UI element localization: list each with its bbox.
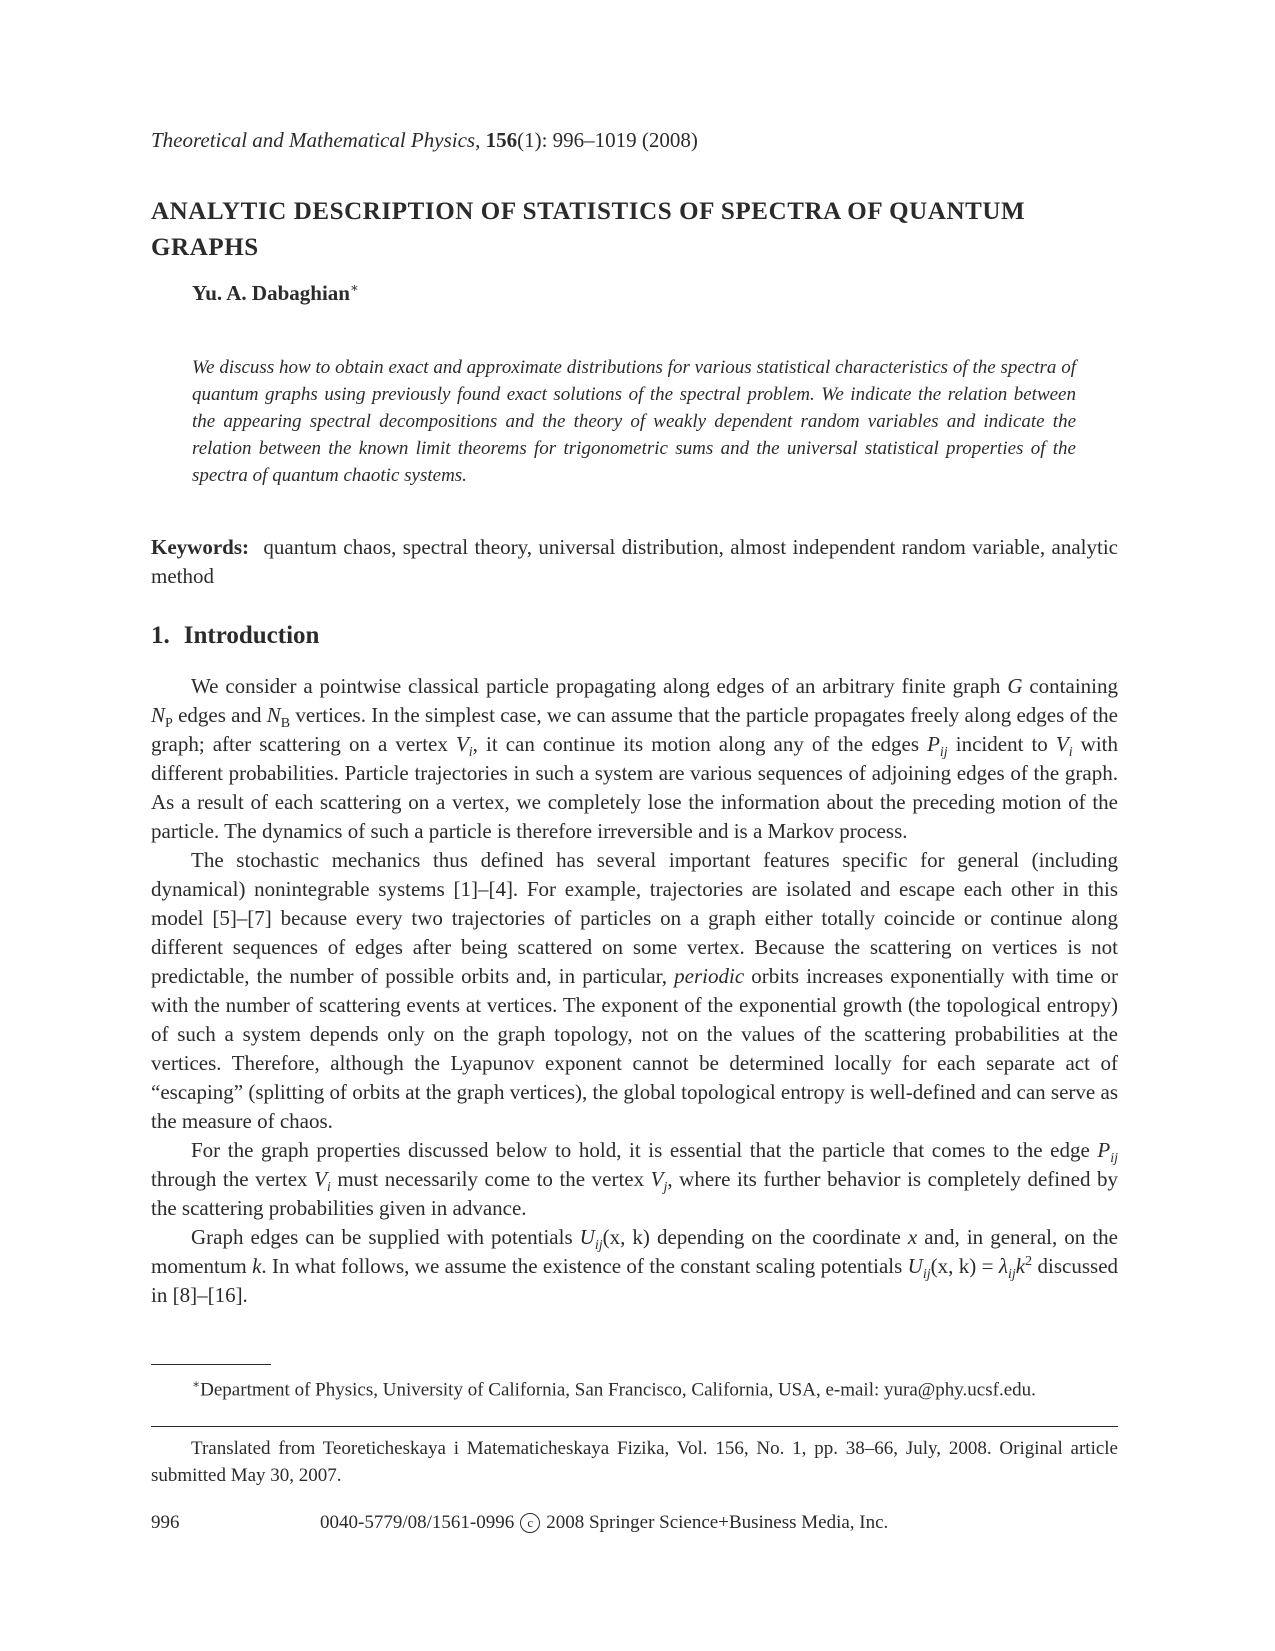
text-run: We consider a pointwise classical particle propagating along edges of an arbitrary finite graph (191, 674, 1008, 698)
math-symbol: λ (998, 1254, 1009, 1278)
math-subscript: B (280, 716, 291, 732)
translation-note: Translated from Teoreticheskaya i Matematicheskaya Fizika, Vol. 156, No. 1, pp. 38–66, July, 2008. Original article submitted May 30, 2007. (151, 1438, 1118, 1486)
journal-citation (151, 128, 1131, 153)
text-run: , it can continue its motion along any of the edges (472, 732, 928, 756)
text-run: through the vertex (151, 1167, 315, 1191)
math-subscript: ij (1110, 1151, 1118, 1167)
math-args: (x, k) = (930, 1254, 994, 1278)
math-subscript: j (663, 1180, 668, 1196)
copyright-icon: c (520, 1513, 540, 1533)
math-symbol: x (907, 1225, 918, 1249)
math-symbol: V (650, 1167, 664, 1191)
math-args: (x, k) (602, 1225, 650, 1249)
paragraph-2 (151, 846, 1118, 1136)
section-title: Introduction (183, 622, 320, 649)
math-symbol: N (151, 703, 166, 727)
math-subscript: i (468, 745, 473, 761)
paragraph-3 (151, 1136, 1118, 1223)
math-symbol: V (314, 1167, 327, 1191)
footnote-text: Department of Physics, University of California, San Francisco, California, USA, e-mail: yura@phy.ucsf.edu. (200, 1379, 1036, 1401)
text-run: edges and (172, 703, 267, 727)
journal-volume: 156 (485, 128, 518, 152)
math-subscript: ij (939, 745, 948, 761)
math-symbol: V (455, 732, 469, 756)
text-run: must necessarily come to the vertex (330, 1167, 651, 1191)
text-run: , where its further behavior is completely defined by the scattering probabilities given in advance. (151, 1167, 1118, 1220)
keywords-label: Keywords: (151, 535, 249, 559)
text-run: incident to (947, 732, 1056, 756)
page-number: 996 (151, 1512, 180, 1533)
text-run: discussed in [8]–[16]. (151, 1254, 1119, 1307)
copyright-code: 0040-5779/08/1561-0996 (320, 1512, 515, 1533)
math-symbol: V (1055, 732, 1069, 756)
footnote-marker: ∗ (192, 1377, 201, 1391)
text-run: The stochastic mechanics thus defined has several important features specific for general (including dynamical) nonintegrable systems [1]–[4]. For example, trajectories are isolated and escape each other in this model [5]–[7] because every two trajectories of particles on a graph either totally coincide or continue along different sequences of edges after being scattered on some vertex. Because the scattering on vertices is not predictable, the number of possible orbits and, in particular, (151, 848, 1118, 988)
text-run: depending on the coordinate (649, 1225, 908, 1249)
math-subscript: ij (1008, 1267, 1016, 1283)
translation-rule (151, 1426, 1118, 1427)
math-superscript: 2 (1025, 1254, 1033, 1269)
text-run: vertices. In the simplest case, we can assume that the particle propagates freely along edges of the graph; after scattering on a vertex (151, 703, 1118, 756)
section-number: 1. (151, 622, 170, 649)
math-subscript: i (326, 1180, 331, 1196)
journal-name: Theoretical and Mathematical Physics, (151, 128, 481, 152)
text-run: and, in general, on the momentum (151, 1225, 1118, 1278)
journal-issue-pages-year: (1): 996–1019 (2008) (517, 128, 698, 152)
math-symbol: P (927, 732, 940, 756)
paper-title: ANALYTIC DESCRIPTION OF STATISTICS OF SPECTRA OF QUANTUM GRAPHS (151, 198, 1026, 261)
copyright-line (320, 1512, 888, 1534)
footnote (192, 1377, 1118, 1401)
math-symbol: U (907, 1254, 923, 1278)
author-name: Yu. A. Dabaghian (192, 281, 350, 305)
math-symbol: N (266, 703, 281, 727)
text-run: Graph edges can be supplied with potentials (191, 1225, 580, 1249)
emphasis: periodic (674, 964, 745, 988)
text-run: orbits increases exponentially with time or with the number of scattering events at vertices. The exponent of the exponential growth (the topological entropy) of such a system depends only on the graph topology, not on the values of the scattering probabilities at the vertices. Therefore, although the Lyapunov exponent cannot be determined locally for each separate act of “escaping” (splitting of orbits at the graph vertices), the global topological entropy is well-defined and can serve as the measure of chaos. (151, 964, 1118, 1133)
math-symbol: G (1007, 674, 1023, 698)
abstract: We discuss how to obtain exact and approximate distributions for various statistical characteristics of the spectra of quantum graphs using previously found exact solutions of the spectral problem. We indicate the relation between the appearing spectral decompositions and the theory of weakly dependent random variables and indicate the relation between the known limit theorems for trigonometric sums and the universal statistical properties of the spectra of quantum chaotic systems. (192, 357, 1076, 486)
text-run: . In what follows, we assume the existence of the constant scaling potentials (261, 1254, 908, 1278)
author-footnote-marker: ∗ (349, 280, 359, 295)
math-subscript: P (165, 716, 173, 732)
footnote-rule (151, 1364, 271, 1365)
author-line (192, 280, 359, 306)
math-subscript: i (1068, 745, 1073, 761)
math-symbol: U (579, 1225, 595, 1249)
paragraph-1 (151, 672, 1118, 846)
paragraph-4 (151, 1223, 1118, 1310)
math-symbol: k (1015, 1254, 1026, 1278)
math-symbol: k (252, 1254, 262, 1278)
keywords (151, 533, 1118, 591)
section-heading (151, 622, 319, 650)
math-symbol: P (1097, 1138, 1111, 1162)
keywords-text: quantum chaos, spectral theory, universal distribution, almost independent random variable, analytic method (151, 535, 1118, 588)
body-text (151, 672, 1118, 1310)
text-run: containing (1022, 674, 1118, 698)
math-subscript: ij (922, 1267, 931, 1283)
text-run: with different probabilities. Particle trajectories in such a system are various sequences of adjoining edges of the graph. As a result of each scattering on a vertex, we completely lose the information about the preceding motion of the particle. The dynamics of such a particle is therefore irreversible and is a Markov process. (151, 732, 1118, 843)
text-run: For the graph properties discussed below to hold, it is essential that the particle that comes to the edge (191, 1138, 1098, 1162)
copyright-text: 2008 Springer Science+Business Media, Inc. (546, 1512, 889, 1533)
math-subscript: ij (594, 1238, 603, 1254)
